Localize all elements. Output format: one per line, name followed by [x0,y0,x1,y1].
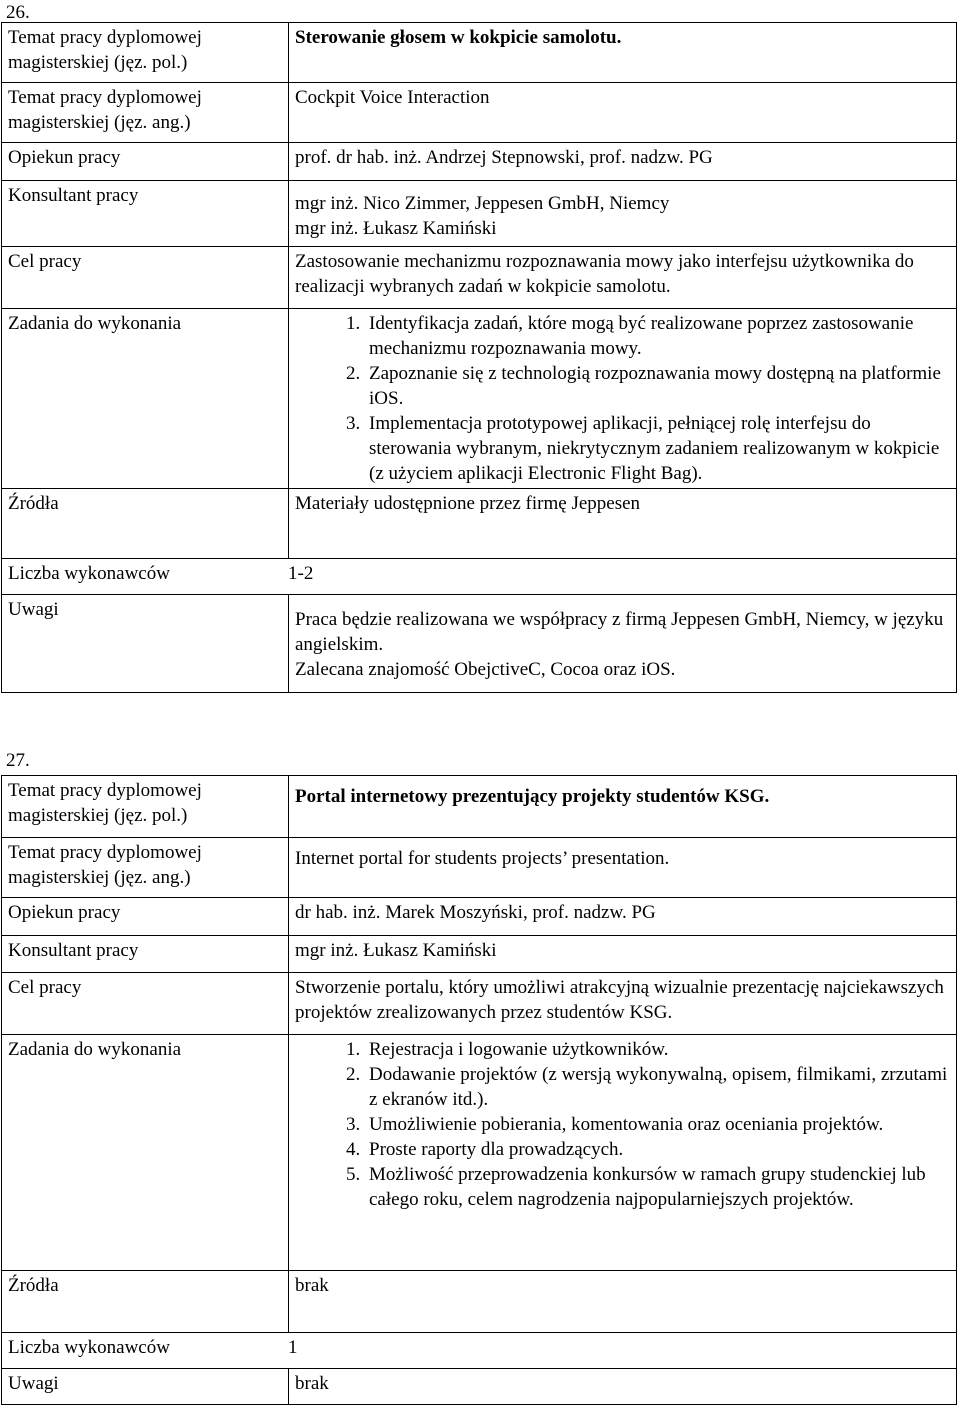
value-consultant [289,936,957,973]
label-notes: Uwagi [2,595,289,693]
task-item: 1. Rejestracja i logowanie użytkowników. [365,1037,950,1062]
thesis-entry-27 [1,775,957,1405]
consultant-line: mgr inż. Łukasz Kamiński [295,218,497,239]
row-goal [2,973,957,1035]
row-supervisor [2,898,957,936]
value-supervisor: prof. dr hab. inż. Andrzej Stepnowski, prof. nadzw. PG [289,143,957,181]
label-notes: Uwagi [2,1369,289,1405]
consultant-line: mgr inż. Nico Zimmer, Jeppesen GmbH, Niemcy [295,193,670,214]
entry-number: 27. [6,750,30,771]
note-line: brak [295,1373,329,1394]
value-consultant [289,181,957,247]
task-item: 4. Proste raporty dla prowadzących. [365,1137,950,1162]
value-performers: 1-2 [288,563,314,584]
row-goal [2,247,957,309]
row-title-pl [2,23,957,83]
thesis-entry-26 [1,22,957,693]
value-notes [289,595,957,693]
value-title-en: Internet portal for students projects’ presentation. [289,838,957,898]
note-line: Zalecana znajomość ObejctiveC, Cocoa oraz iOS. [295,659,676,680]
label-sources: Źródła [2,1271,289,1333]
value-goal: Zastosowanie mechanizmu rozpoznawania mowy jako interfejsu użytkownika do realizacji wybranych zadań w kokpicie samolotu. [289,247,957,309]
row-performers [2,559,957,595]
value-tasks [289,309,957,489]
label-title-pl: Temat pracy dyplomowej magisterskiej (jęz. pol.) [2,23,289,83]
row-supervisor [2,143,957,181]
value-sources: brak [289,1271,957,1333]
row-title-en [2,83,957,143]
value-supervisor: dr hab. inż. Marek Moszyński, prof. nadzw. PG [289,898,957,936]
row-notes [2,1369,957,1405]
label-title-en: Temat pracy dyplomowej magisterskiej (jęz. ang.) [2,838,289,898]
value-title-en: Cockpit Voice Interaction [289,83,957,143]
row-tasks [2,1035,957,1271]
label-goal: Cel pracy [2,973,289,1035]
row-title-en [2,838,957,898]
value-title-pl: Portal internetowy prezentujący projekty studentów KSG. [289,776,957,838]
value-performers: 1 [288,1337,298,1358]
task-list [295,311,950,486]
row-consultant [2,181,957,247]
task-item: 2. Dodawanie projektów (z wersją wykonywalną, opisem, filmikami, zrzutami z ekranów itd.). [365,1062,950,1112]
label-consultant: Konsultant pracy [2,936,289,973]
row-notes [2,595,957,693]
task-item: 1. Identyfikacja zadań, które mogą być realizowane poprzez zastosowanie mechanizmu rozpoznawania mowy. [365,311,950,361]
label-supervisor: Opiekun pracy [2,143,289,181]
label-goal: Cel pracy [2,247,289,309]
row-sources [2,489,957,559]
row-tasks [2,309,957,489]
row-sources [2,1271,957,1333]
label-performers: Liczba wykonawców [8,563,170,584]
note-line: Praca będzie realizowana we współpracy z firmą Jeppesen GmbH, Niemcy, w języku angielskim. [295,609,944,655]
task-list [295,1037,950,1212]
performers-cell [2,559,957,595]
label-sources: Źródła [2,489,289,559]
task-item: 2. Zapoznanie się z technologią rozpoznawania mowy dostępną na platformie iOS. [365,361,950,411]
label-tasks: Zadania do wykonania [2,1035,289,1271]
value-tasks [289,1035,957,1271]
row-consultant [2,936,957,973]
row-title-pl [2,776,957,838]
label-performers: Liczba wykonawców [8,1337,170,1358]
entry-number: 26. [6,2,30,23]
performers-cell [2,1333,957,1369]
label-tasks: Zadania do wykonania [2,309,289,489]
label-title-en: Temat pracy dyplomowej magisterskiej (jęz. ang.) [2,83,289,143]
task-item: 5. Możliwość przeprowadzenia konkursów w ramach grupy studenckiej lub całego roku, celem nagrodzenia najpopularniejszych projektów. [365,1162,950,1212]
row-performers [2,1333,957,1369]
task-item: 3. Implementacja prototypowej aplikacji, pełniącej rolę interfejsu do sterowania wybranym, niekrytycznym zadaniem realizowanym w kokpicie (z użyciem aplikacji Electronic Flight Bag). [365,411,950,486]
label-consultant: Konsultant pracy [2,181,289,247]
value-title-pl: Sterowanie głosem w kokpicie samolotu. [289,23,957,83]
consultant-line: mgr inż. Łukasz Kamiński [295,940,497,961]
value-notes [289,1369,957,1405]
task-item: 3. Umożliwienie pobierania, komentowania oraz oceniania projektów. [365,1112,950,1137]
value-goal: Stworzenie portalu, który umożliwi atrakcyjną wizualnie prezentację najciekawszych projektów zrealizowanych przez studentów KSG. [289,973,957,1035]
label-supervisor: Opiekun pracy [2,898,289,936]
label-title-pl: Temat pracy dyplomowej magisterskiej (jęz. pol.) [2,776,289,838]
value-sources: Materiały udostępnione przez firmę Jeppesen [289,489,957,559]
